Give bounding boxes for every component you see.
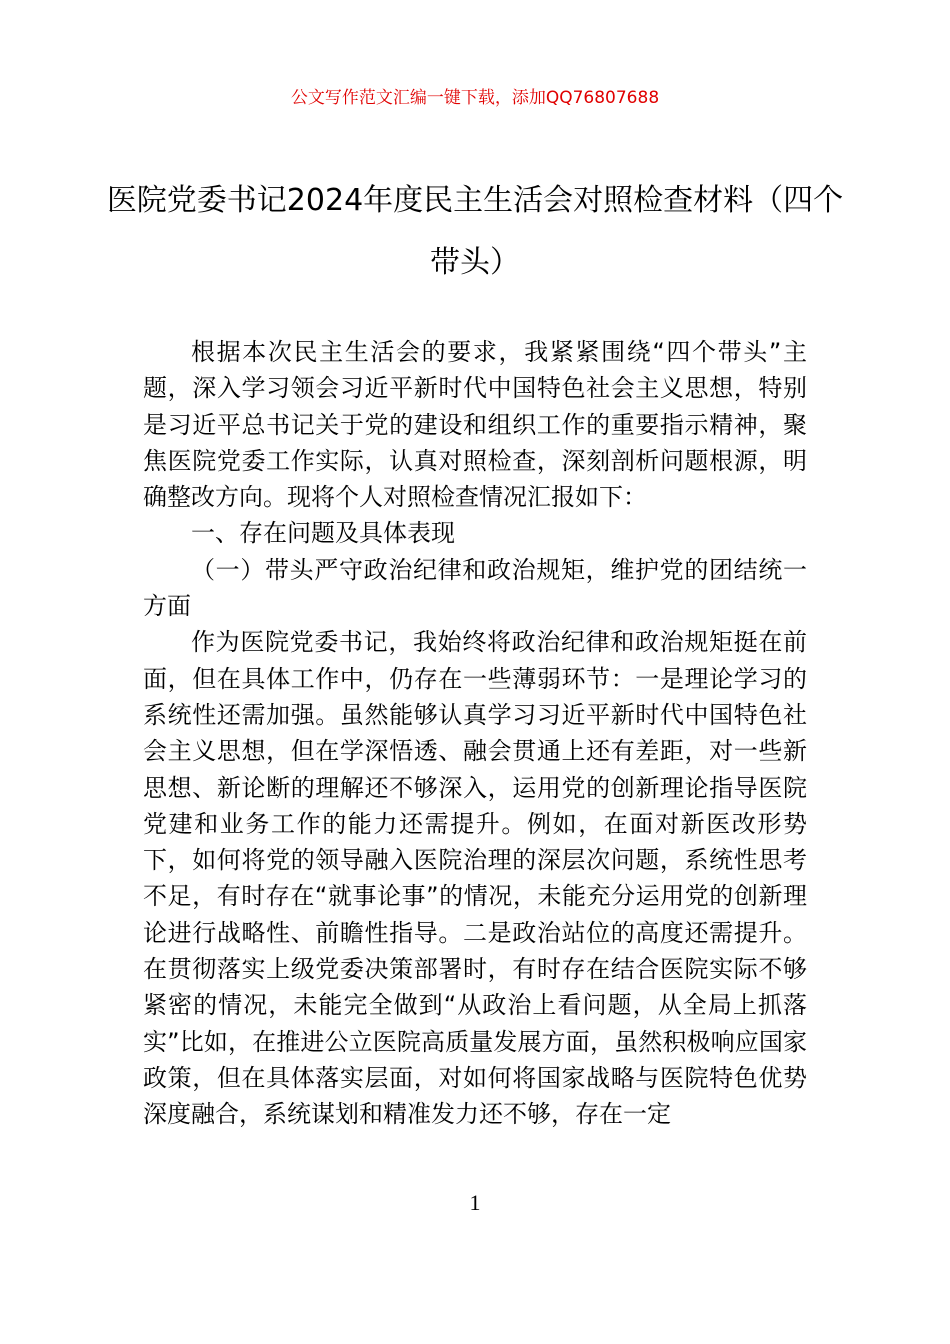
subsection-heading: （一）带头严守政治纪律和政治规矩，维护党的团结统一方面 (143, 555, 807, 621)
body-paragraph: 作为医院党委书记，我始终将政治纪律和政治规矩挺在前面，但在具体工作中，仍存在一些薄弱环节：一是理论学习的系统性还需加强。虽然能够认真学习习近平新时代中国特色社会主义思想，但在学深悟透、融会贯通上还有差距，对一些新思想、新论断的理解还不够深入，运用党的创新理论指导医院党建和业务工作的能力还需提升。例如，在面对新医改形势下，如何将党的领导融入医院治理的深层次问题，系统性思考不足，有时存在“就事论事”的情况，未能充分运用党的创新理论进行战略性、前瞻性指导。二是政治站位的高度还需提升。在贯彻落实上级党委决策部署时，有时存在结合医院实际不够紧密的情况，未能完全做到“从政治上看问题，从全局上抓落实”比如，在推进公立医院高质量发展方面，虽然积极响应国家政策，但在具体落实层面，对如何将国家战略与医院特色优势深度融合，系统谋划和精准发力还不够，存在一定 (143, 628, 807, 1129)
document-title: 医院党委书记2024年度民主生活会对照检查材料（四个带头） (106, 183, 844, 280)
document-body (143, 334, 807, 1133)
intro-paragraph: 根据本次民主生活会的要求，我紧紧围绕“四个带头”主题，深入学习领会习近平新时代中国特色社会主义思想，特别是习近平总书记关于党的建设和组织工作的重要指示精神，聚焦医院党委工作实际，认真对照检查，深刻剖析问题根源，明确整改方向。现将个人对照检查情况汇报如下： (143, 338, 807, 512)
page-number: 1 (469, 1190, 481, 1215)
section-heading: 一、存在问题及具体表现 (191, 519, 455, 548)
download-banner: 公文写作范文汇编一键下载，添加QQ76807688 (290, 88, 660, 108)
